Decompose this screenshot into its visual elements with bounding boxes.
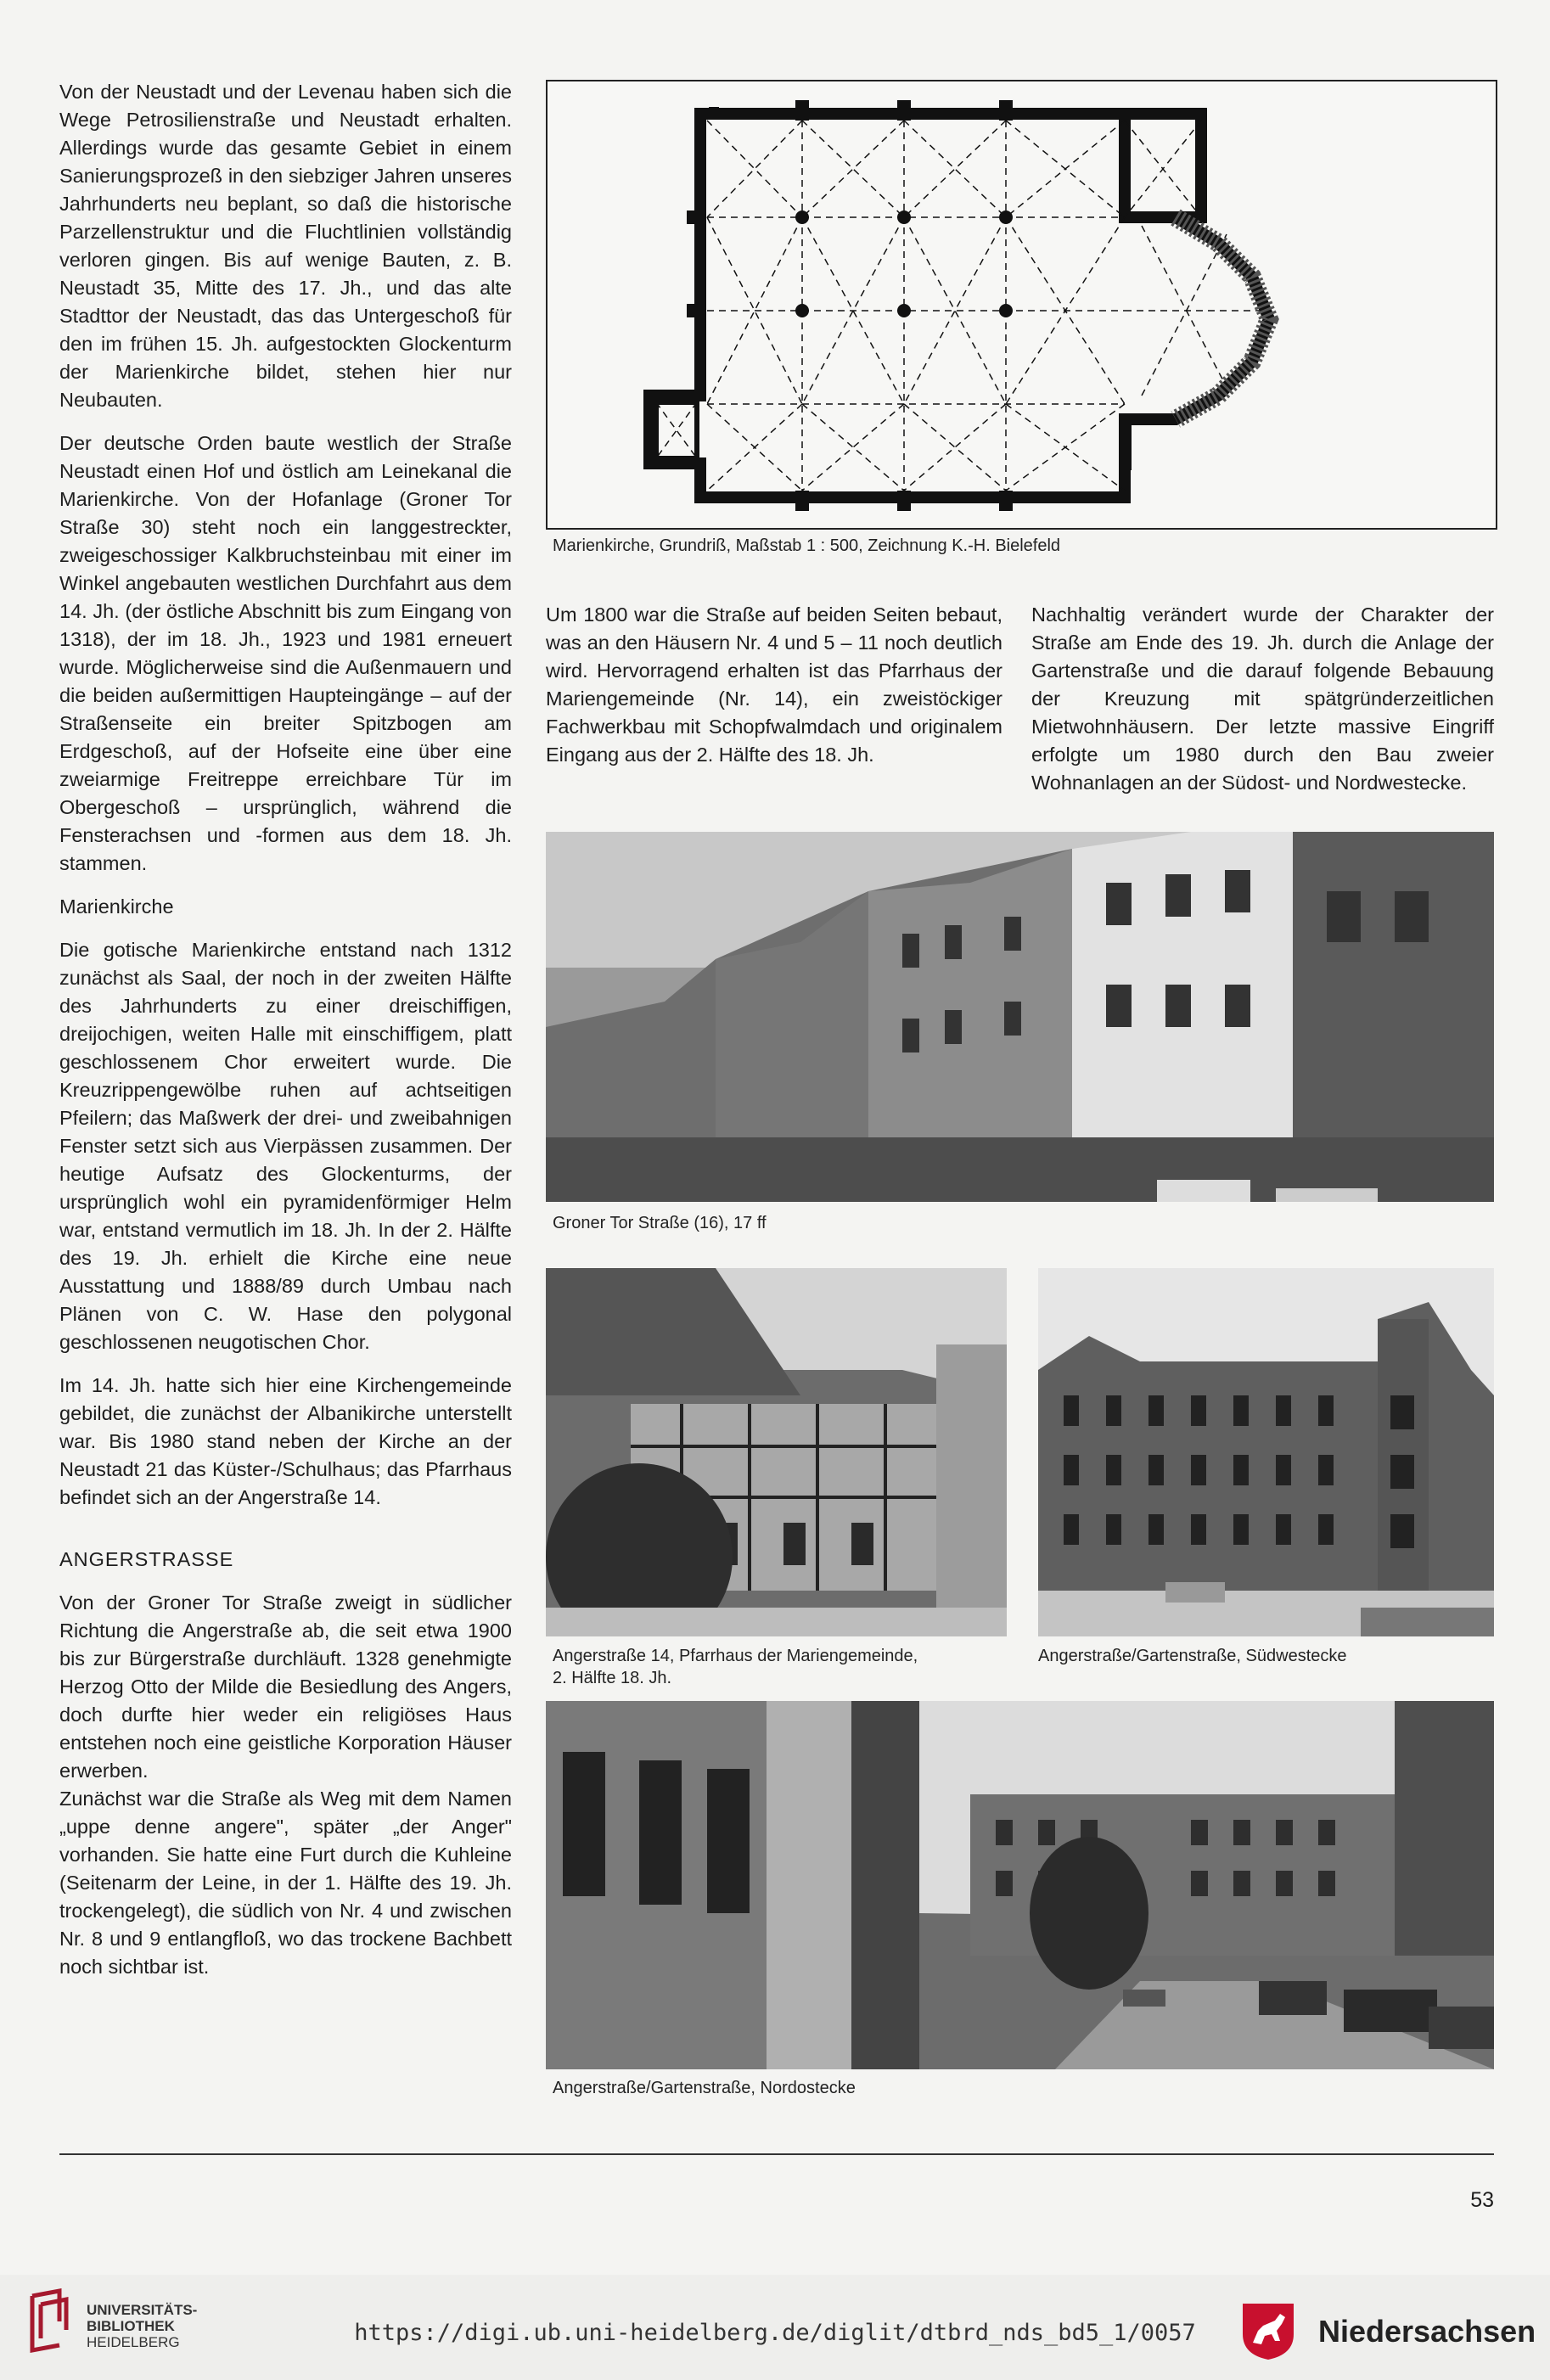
middle-column (546, 601, 1002, 784)
paragraph-marienkirche-2: Im 14. Jh. hatte sich hier eine Kirchengemeinde gebildet, die zunächst der Albanikirche unterstellt war. Bis 1980 stand neben der Kirche an der Neustadt 21 das Küster-/Schulhaus; das Pfarrhaus befindet sich an der Angerstraße 14. (59, 1374, 512, 1508)
paragraph-angerstrasse-1: Von der Groner Tor Straße zweigt in südlicher Richtung die Angerstraße ab, die seit etwa 1900 bis zur Bürgerstraße durchläuft. 1328 genehmigte Herzog Otto der Milde die Besiedlung des Angers, doch durfte hier weder ein religiöses Haus entstehen noch eine geistliche Korporation Häuser erwerben. (59, 1591, 512, 1782)
paragraph-nachhaltig: Nachhaltig verändert wurde der Charakter der Straße am Ende des 19. Jh. durch die Anlage der Gartenstraße und die darauf folgende Bebauung der Kreuzung mit spätgründerzeitlichen Mietwohnhäusern. Der letzte massive Eingriff erfolgte um 1980 durch den Bau zweier Wohnanlagen an der Südost- und Nordwestecke. (1031, 603, 1494, 794)
church-floor-plan (548, 81, 1496, 528)
right-column (1031, 601, 1494, 812)
caption-floor-plan: Marienkirche, Grundriß, Maßstab 1 : 500, Zeichnung K.-H. Bielefeld (553, 536, 1061, 555)
photo-suedwestecke (1038, 1268, 1494, 1636)
state-name: Niedersachsen (1318, 2314, 1536, 2349)
caption-pfarrhaus (553, 1645, 1011, 1689)
paragraph-um-1800: Um 1800 war die Straße auf beiden Seiten bebaut, was an den Häusern Nr. 4 und 5 – 11 noch deutlich wird. Hervorragend erhalten ist das Pfarrhaus der Mariengemeinde (Nr. 14), ein zweistöckiger Fachwerkbau mit Schopfwalmdach und originalem Eingang aus der 2. Hälfte des 18. Jh. (546, 603, 1002, 766)
document-url[interactable]: https://digi.ub.uni-heidelberg.de/diglit/dtbrd_nds_bd5_1/0057 (354, 2320, 1196, 2346)
library-line1: UNIVERSITÄTS- (87, 2302, 198, 2318)
caption-nordostecke: Angerstraße/Gartenstraße, Nordostecke (553, 2079, 856, 2097)
niedersachsen-horse-logo-icon (1238, 2300, 1299, 2361)
left-column (59, 78, 512, 1996)
caption-suedwestecke: Angerstraße/Gartenstraße, Südwestecke (1038, 1647, 1347, 1665)
caption-pfarrhaus-line2: 2. Hälfte 18. Jh. (553, 1669, 672, 1687)
paragraph-marienkirche-1: Die gotische Marienkirche entstand nach 1312 zunächst als Saal, der noch in der zweiten Hälfte des Jahrhunderts zu einer dreischiffigen, dreijochigen, weiten Halle mit einschiffigem, platt geschlossenem Chor erweitert wurde. Die Kreuzrippengewölbe ruhen auf achtseitigen Pfeilern; das Maßwerk der drei- und zweibahnigen Fenster setzt sich aus Vierpässen zusammen. Der heutige Aufsatz des Glockenturms, der ursprünglich wohl ein pyramidenförmiger Helm war, entstand vermutlich im 18. Jh. In der 2. Hälfte des 19. Jh. erhielt die Kirche eine neue Ausstattung und 1888/89 durch Umbau nach Plänen von C. W. Hase den polygonal geschlossenen neugotischen Chor. (59, 939, 512, 1353)
paragraph-neustadt: Von der Neustadt und der Levenau haben sich die Wege Petrosilienstraße und Neustadt erhalten. Allerdings wurde das gesamte Gebiet in einem Sanierungsprozeß in den siebziger Jahren unseres Jahrhunderts neu beplant, so daß die historische Parzellenstruktur und die Fluchtlinien vollständig verloren gingen. Bis auf wenige Bauten, z. B. Neustadt 35, Mitte des 17. Jh., und das alte Stadttor der Neustadt, das das Untergeschoß für den im frühen 15. Jh. aufgestockten Glockenturm der Marienkirche bildet, stehen hier nur Neubauten. (59, 81, 512, 411)
footer-rule (59, 2153, 1494, 2155)
library-line3: HEIDELBERG (87, 2334, 180, 2350)
library-line2: BIBLIOTHEK (87, 2318, 175, 2334)
paragraph-angerstrasse-2: Zunächst war die Straße als Weg mit dem Namen „uppe denne angere", später „der Anger" vorhanden. Sie hatte eine Furt durch die Kuhleine (Seitenarm der Leine, in der 1. Hälfte des 19. Jh. trockengelegt), die südlich von Nr. 4 und zwischen Nr. 8 und 9 entlangfloß, wo das trockene Bachbett noch sichtbar ist. (59, 1788, 512, 1978)
paragraph-deutscher-orden: Der deutsche Orden baute westlich der Straße Neustadt einen Hof und östlich am Leinekanal die Marienkirche. Von der Hofanlage (Groner Tor Straße 30) steht noch ein langgestreckter, zweigeschossiger Kalkbruchsteinbau mit einer im Winkel angebauten westlichen Durchfahrt aus dem 14. Jh. (der östliche Abschnitt bis zum Eingang von 1318), der im 18. Jh., 1923 und 1981 erneuert wurde. Möglicherweise sind die Außenmauern und die beiden außermittigen Haupteingänge – auf der Straßenseite ein breiter Spitzbogen am Erdgeschoß, auf der Hofseite eine über eine zweiarmige Freitreppe erreichbare Tür im Obergeschoß – ursprünglich, während die Fensterachsen und -formen aus dem 18. Jh. stammen. (59, 432, 512, 874)
photo-nordostecke (546, 1701, 1494, 2069)
heading-angerstrasse: ANGERSTRASSE (59, 1548, 234, 1570)
floor-plan-figure (546, 80, 1497, 530)
caption-groner-tor-strasse: Groner Tor Straße (16), 17 ff (553, 1214, 767, 1232)
photo-pfarrhaus (546, 1268, 1007, 1636)
caption-pfarrhaus-line1: Angerstraße 14, Pfarrhaus der Mariengemeinde, (553, 1647, 918, 1665)
photo-groner-tor-strasse (546, 832, 1494, 1202)
page-number: 53 (1470, 2188, 1494, 2212)
heading-marienkirche: Marienkirche (59, 895, 174, 918)
